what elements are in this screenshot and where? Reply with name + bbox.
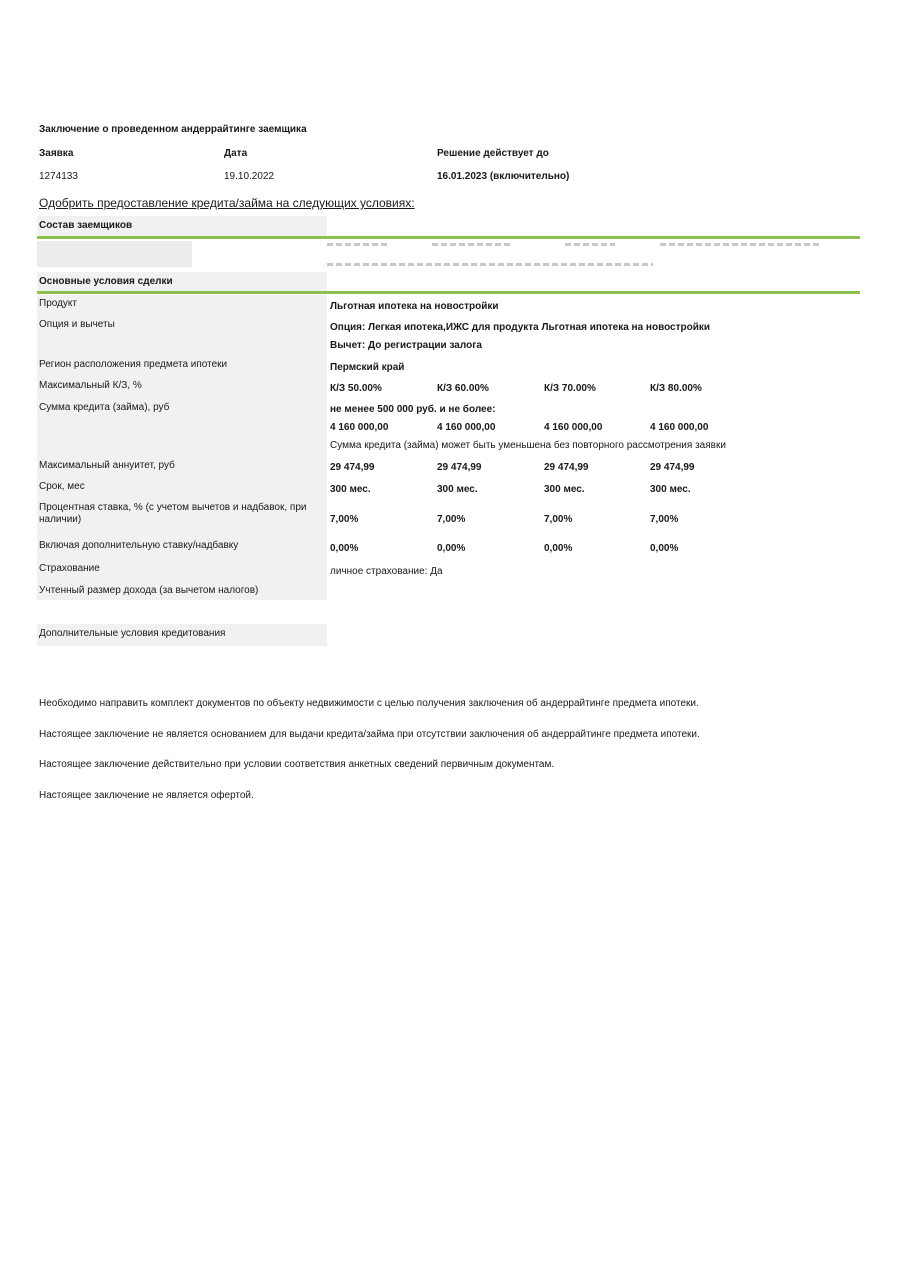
redacted-field [327, 243, 387, 246]
borrowers-heading: Состав заемщиков [39, 220, 133, 231]
rate-label-continued: наличии) [39, 514, 82, 525]
conditions-heading: Основные условия сделки [39, 276, 173, 287]
rate-label: Процентная ставка, % (с учетом вычетов и надбавок, при [39, 502, 307, 513]
redacted-field [660, 243, 820, 246]
ltv-value: К/З 50.00% [330, 383, 382, 394]
term-value: 300 мес. [330, 484, 371, 495]
annuity-value: 29 474,99 [544, 462, 589, 473]
note-documents: Необходимо направить комплект документов по объекту недвижимости с целью получения заключения об андеррайтинге предмета ипотеки. [39, 698, 699, 709]
annuity-value: 29 474,99 [650, 462, 695, 473]
annuity-value: 29 474,99 [437, 462, 482, 473]
valid-until-date: 16.01.2023 (включительно) [437, 171, 570, 182]
amount-label: Сумма кредита (займа), руб [39, 402, 170, 413]
ltv-value: К/З 60.00% [437, 383, 489, 394]
term-value: 300 мес. [437, 484, 478, 495]
rate-value: 7,00% [330, 514, 359, 525]
extra-rate-value: 0,00% [330, 543, 359, 554]
additional-conditions-label: Дополнительные условия кредитования [39, 628, 226, 639]
insurance-value: личное страхование: Да [330, 566, 443, 577]
term-value: 300 мес. [650, 484, 691, 495]
deduction-value: Вычет: До регистрации залога [330, 340, 482, 351]
term-label: Срок, мес [39, 481, 85, 492]
rate-value: 7,00% [650, 514, 679, 525]
application-label: Заявка [39, 148, 74, 159]
extra-rate-value: 0,00% [650, 543, 679, 554]
redacted-field [565, 243, 615, 246]
divider-line [37, 291, 860, 294]
rate-value: 7,00% [544, 514, 573, 525]
redacted-field [327, 263, 653, 266]
note-validity: Настоящее заключение действительно при условии соответствия анкетных сведений первичным документам. [39, 759, 555, 770]
region-label: Регион расположения предмета ипотеки [39, 359, 228, 370]
note-not-offer: Настоящее заключение не является офертой. [39, 790, 254, 801]
extra-rate-value: 0,00% [437, 543, 466, 554]
divider-line [37, 236, 860, 239]
annuity-label: Максимальный аннуитет, руб [39, 460, 175, 471]
redacted-field [432, 243, 512, 246]
term-value: 300 мес. [544, 484, 585, 495]
amount-value: 4 160 000,00 [330, 422, 389, 433]
region-value: Пермский край [330, 362, 405, 373]
redacted-borrower-name [37, 241, 192, 267]
ltv-value: К/З 70.00% [544, 383, 596, 394]
option-label: Опция и вычеты [39, 319, 115, 330]
date-label: Дата [224, 148, 248, 159]
extra-rate-label: Включая дополнительную ставку/надбавку [39, 540, 239, 551]
product-value: Льготная ипотека на новостройки [330, 301, 499, 312]
amount-range: не менее 500 000 руб. и не более: [330, 404, 496, 415]
ltv-value: К/З 80.00% [650, 383, 702, 394]
amount-note: Сумма кредита (займа) может быть уменьшена без повторного рассмотрения заявки [330, 440, 726, 451]
amount-value: 4 160 000,00 [544, 422, 603, 433]
product-label: Продукт [39, 298, 77, 309]
rate-value: 7,00% [437, 514, 466, 525]
ltv-label: Максимальный К/З, % [39, 380, 142, 391]
amount-value: 4 160 000,00 [437, 422, 496, 433]
extra-rate-value: 0,00% [544, 543, 573, 554]
approve-conditions-text: Одобрить предоставление кредита/займа на следующих условиях: [39, 196, 415, 210]
insurance-label: Страхование [39, 563, 100, 574]
document-title: Заключение о проведенном андеррайтинге заемщика [39, 124, 307, 135]
note-not-basis: Настоящее заключение не является основанием для выдачи кредита/займа при отсутствии заключения об андеррайтинге предмета ипотеки. [39, 729, 700, 740]
labels-column-bg [37, 295, 327, 600]
amount-value: 4 160 000,00 [650, 422, 709, 433]
annuity-value: 29 474,99 [330, 462, 375, 473]
application-number: 1274133 [39, 171, 78, 182]
application-date: 19.10.2022 [224, 171, 275, 182]
valid-until-label: Решение действует до [437, 148, 549, 159]
income-label: Учтенный размер дохода (за вычетом налогов) [39, 585, 259, 596]
option-value: Опция: Легкая ипотека,ИЖС для продукта Льготная ипотека на новостройки [330, 322, 711, 333]
